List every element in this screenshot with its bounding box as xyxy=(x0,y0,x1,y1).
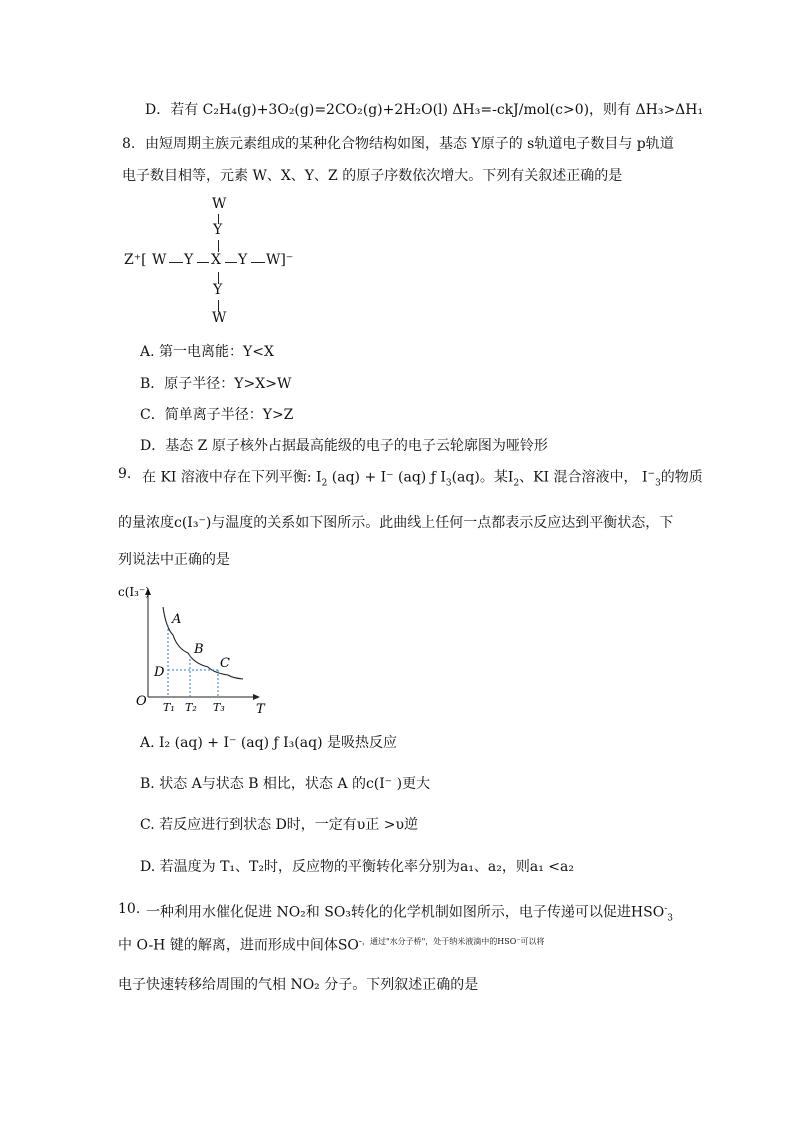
struct-x-center: X xyxy=(211,252,221,268)
option-7d: D．若有 C₂H₄(g)+3O₂(g)=2CO₂(g)+2H₂O(l) ΔH₃=-ckJ/mol(c>0)，则有 ΔH₃>ΔH₁ xyxy=(145,102,704,118)
x-axis-label: T xyxy=(256,702,265,717)
q9-sub: 3 xyxy=(655,478,661,489)
struct-w-top: W xyxy=(212,196,227,212)
q8-structure xyxy=(122,196,312,331)
q9-sub: 3 xyxy=(445,478,452,489)
q10-line1-a: 一种利用水催化促进 NO₂和 SO₃转化的化学机制如图所示，电子传递可以促进HSO xyxy=(146,904,665,921)
bond-top-2 xyxy=(218,240,219,252)
q9-option-c: C. 若反应进行到状态 D时，一定有υ正 >υ逆 xyxy=(140,817,418,833)
q9-stem-line2: 的量浓度c(I₃⁻)与温度的关系如下图所示。此曲线上任何一点都表示反应达到平衡状态，下 xyxy=(118,515,674,531)
q8-option-d: D．基态 Z 原子核外占据最高能级的电子的电子云轮廓图为哑铃形 xyxy=(140,438,548,454)
point-label-d: D xyxy=(154,665,165,680)
q9-sub: 2 xyxy=(321,478,328,489)
q10-stem-line1 xyxy=(146,899,673,928)
struct-y-right: Y xyxy=(238,252,248,268)
q9-line1-e: 的物质 xyxy=(660,469,703,486)
q9-stem-line1 xyxy=(142,464,703,493)
q10-stem-line3: 电子快速转移给周围的气相 NO₂ 分子。下列叙述正确的是 xyxy=(118,977,479,993)
bond-right-2 xyxy=(251,262,265,263)
q9-line1-a: 在 KI 溶液中存在下列平衡: I xyxy=(142,469,322,486)
struct-cation: Z⁺[ xyxy=(124,252,147,268)
q9-sub: 2 xyxy=(513,478,520,489)
q9-line1-b: (aq) + I⁻ (aq) ƒ I xyxy=(327,469,446,486)
x-tick-label: T₁ xyxy=(163,701,175,714)
q10-line2-a: 中 O-H 键的解离，进而形成中间体SO xyxy=(118,937,359,954)
point-label-b: B xyxy=(194,642,204,657)
q10-number: 10. xyxy=(118,901,141,917)
q9-stem-line3: 列说法中正确的是 xyxy=(118,552,230,568)
q10-sub: 3 xyxy=(667,913,673,924)
x-tick-label: T₂ xyxy=(185,701,197,714)
q8-stem-line2: 电子数目相等，元素 W、X、Y、Z 的原子序数依次增大。下列有关叙述正确的是 xyxy=(122,168,623,184)
x-tick-label: T₃ xyxy=(213,701,225,714)
q9-number: 9. xyxy=(118,466,132,482)
struct-w-bottom: W xyxy=(212,310,227,326)
struct-y-bottom: Y xyxy=(213,282,223,298)
origin-label: O xyxy=(136,694,147,709)
bond-left-1 xyxy=(169,262,183,263)
q9-option-d: D. 若温度为 T₁、T₂时，反应物的平衡转化率分别为a₁、a₂，则a₁ <a₂ xyxy=(140,859,574,875)
struct-w-left: W xyxy=(152,252,167,268)
point-label-a: A xyxy=(172,612,182,627)
q8-number: 8. xyxy=(122,136,136,152)
q9-sup: − xyxy=(647,469,656,479)
q9-option-a: A. I₂ (aq) + I⁻ (aq) ƒ I₃(aq) 是吸热反应 xyxy=(140,735,397,751)
q9-option-b: B. 状态 A与状态 B 相比，状态 A 的c(I⁻ )更大 xyxy=(140,776,431,792)
concentration-temperature-chart xyxy=(112,580,265,717)
bond-right-1 xyxy=(225,262,237,263)
struct-anion-close: W]⁻ xyxy=(266,252,294,268)
struct-y-left: Y xyxy=(184,252,194,268)
q9-line1-d: 、KI 混合溶液中， I xyxy=(519,469,648,486)
q8-stem-line1: 由短周期主族元素组成的某种化合物结构如图，基态 Y原子的 s轨道电子数目与 p轨道 xyxy=(145,136,674,152)
y-axis-label: c(I₃⁻) xyxy=(118,585,150,599)
x-axis-arrow xyxy=(253,694,260,700)
q8-option-c: C．简单离子半径：Y>Z xyxy=(140,407,294,423)
q10-stem-line2 xyxy=(118,932,545,958)
q9-line1-c: (aq)。某I xyxy=(451,469,514,486)
q8-option-a: A. 第一电离能：Y<X xyxy=(140,344,274,360)
q10-line2-small: ，通过"水分子桥"，处于纳米液滴中的HSO⁻可以将 xyxy=(361,936,545,946)
struct-y-top: Y xyxy=(213,222,223,238)
bond-left-2 xyxy=(197,262,209,263)
q10-sup: - xyxy=(664,904,668,914)
q10-sup: - xyxy=(358,937,362,947)
point-label-c: C xyxy=(220,656,230,671)
q8-option-b: B．原子半径：Y>X>W xyxy=(140,376,292,392)
